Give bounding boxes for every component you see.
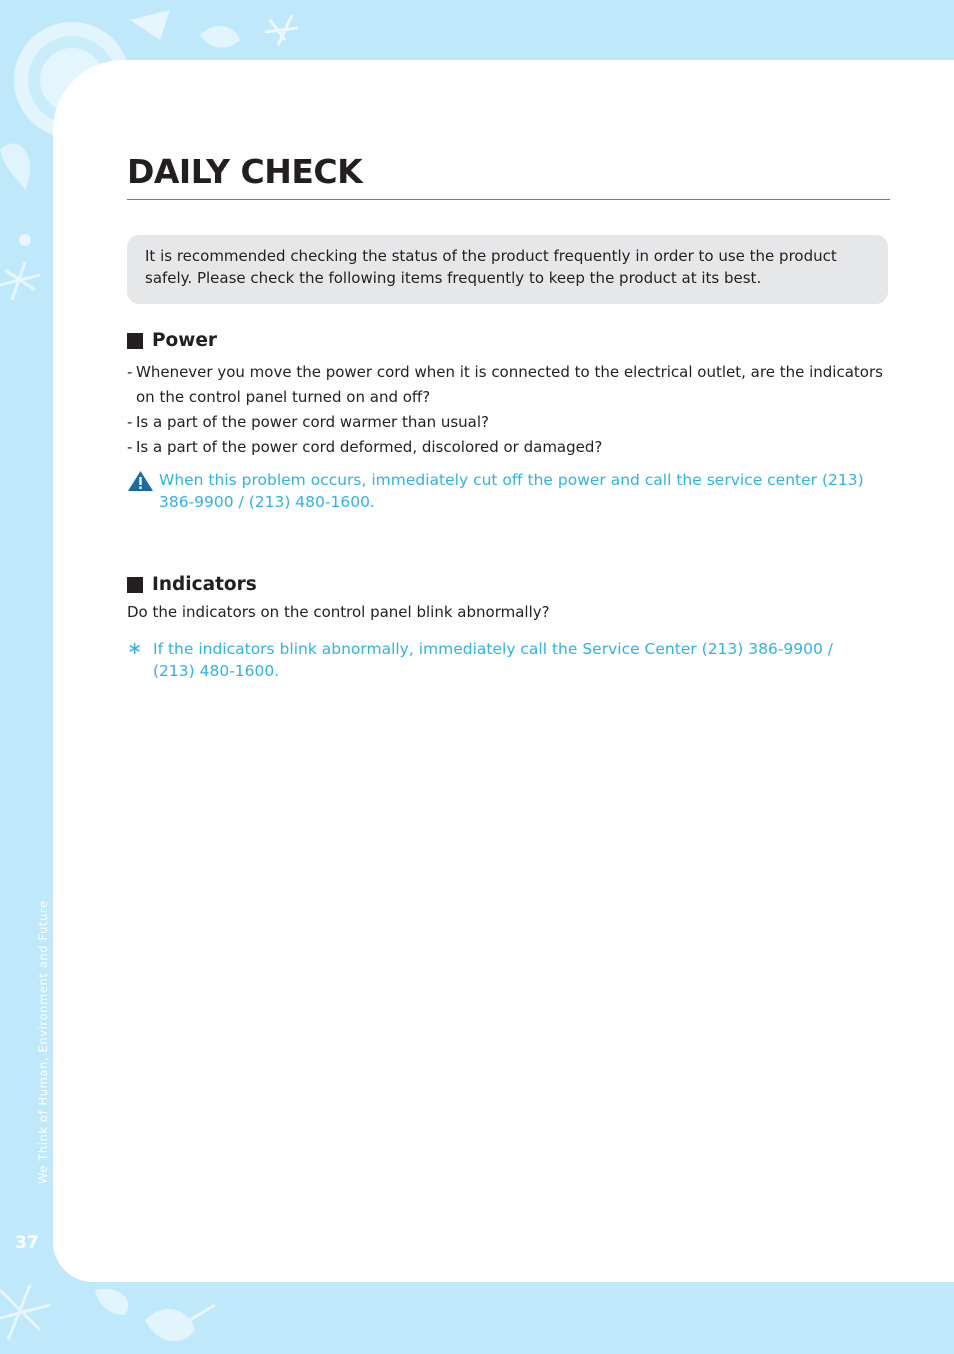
list-item: - Is a part of the power cord deformed, discolored or damaged? xyxy=(127,435,890,460)
title-divider xyxy=(127,199,890,200)
page-number: 37 xyxy=(15,1233,39,1253)
power-heading xyxy=(127,330,217,351)
power-heading-label: Power xyxy=(152,330,218,351)
page-title: DAILY CHECK xyxy=(127,152,363,191)
list-item: - Whenever you move the power cord when it is connected to the electrical outlet, are the indicators on the control panel turned on and off? xyxy=(127,360,890,410)
black-square-icon xyxy=(127,333,143,349)
warning-text: When this problem occurs, immediately cut off the power and call the service center (213) 386-9900 / (213) 480-1600. xyxy=(159,471,864,511)
note-text: If the indicators blink abnormally, immediately call the Service Center (213) 386-9900 / (213) 480-1600. xyxy=(153,640,834,680)
black-square-icon xyxy=(127,577,143,593)
warning-triangle-icon xyxy=(127,470,154,492)
power-checklist xyxy=(127,360,890,460)
indicators-question: Do the indicators on the control panel blink abnormally? xyxy=(127,603,550,621)
list-item: - Is a part of the power cord warmer than usual? xyxy=(127,410,890,435)
indicators-heading-label: Indicators xyxy=(152,574,257,595)
indicators-heading xyxy=(127,574,257,595)
indicators-note xyxy=(127,638,867,682)
power-warning xyxy=(127,469,867,513)
intro-box: It is recommended checking the status of the product frequently in order to use the product safely. Please check the following items frequently to keep the product at its best. xyxy=(127,235,888,304)
asterisk-icon: ∗ xyxy=(127,638,143,659)
side-tagline: We Think of Human, Environment and Future xyxy=(36,900,50,1184)
